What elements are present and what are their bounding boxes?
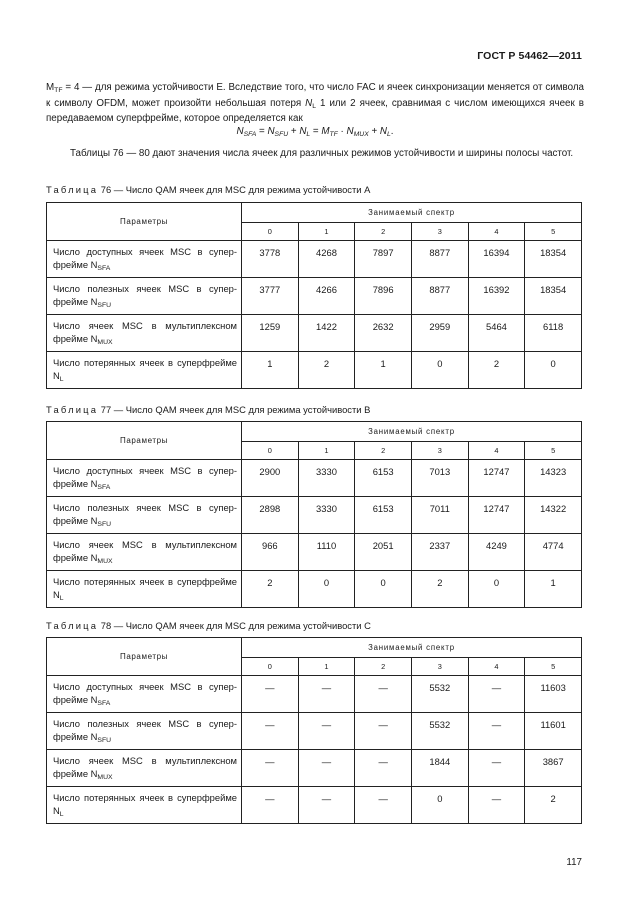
- row-label-sub: L: [59, 595, 64, 602]
- p1-rest: = 4 — для режима устойчивости E. Вследствие того, что число FAC и ячеек синхронизации меняется от символа к символу OFDM, может произойти небольшая потеря: [46, 82, 584, 109]
- table-cell: —: [242, 750, 299, 787]
- table-cell: 4249: [468, 534, 525, 571]
- table-cell: 7013: [411, 460, 468, 497]
- document-number: ГОСТ Р 54462—2011: [477, 50, 582, 62]
- spectrum-column-header: 3: [411, 223, 468, 241]
- table-cell: —: [242, 713, 299, 750]
- table-cell: —: [468, 676, 525, 713]
- spectrum-column-header: 1: [298, 658, 355, 676]
- row-label: [47, 676, 242, 713]
- table-row: [47, 571, 582, 608]
- table-row: [47, 315, 582, 352]
- caption-word: Таблица: [46, 620, 99, 631]
- row-label-sub: SFA: [97, 700, 111, 707]
- formula-sub: L: [306, 131, 311, 138]
- table-cell: —: [242, 787, 299, 824]
- formula-op: ·: [337, 126, 347, 137]
- table-cell: —: [468, 713, 525, 750]
- spectrum-column-header: 4: [468, 658, 525, 676]
- formula-sub: SFA: [243, 131, 257, 138]
- formula-term: M: [321, 126, 330, 137]
- table-cell: 16392: [468, 278, 525, 315]
- table-cell: —: [355, 750, 412, 787]
- row-label: [47, 534, 242, 571]
- row-label: [47, 278, 242, 315]
- table-row: [47, 497, 582, 534]
- table-cell: 0: [411, 787, 468, 824]
- table-cell: 14323: [525, 460, 582, 497]
- formula-sub: L: [386, 131, 391, 138]
- table-cell: 5532: [411, 676, 468, 713]
- row-label: [47, 713, 242, 750]
- row-label-sub: SFA: [97, 484, 111, 491]
- row-label-sub: MUX: [97, 339, 113, 346]
- spectrum-header: Занимаемый спектр: [242, 638, 582, 658]
- table-cell: 1: [355, 352, 412, 389]
- formula-op: +: [288, 126, 300, 137]
- table-cell: 4266: [298, 278, 355, 315]
- table-cell: —: [468, 787, 525, 824]
- table-cell: 14322: [525, 497, 582, 534]
- table-row: [47, 713, 582, 750]
- formula-op: .: [390, 126, 394, 137]
- spectrum-column-header: 5: [525, 223, 582, 241]
- spectrum-column-header: 2: [355, 442, 412, 460]
- table-cell: 1844: [411, 750, 468, 787]
- formula-sub: MUX: [353, 131, 369, 138]
- formula: [0, 126, 630, 137]
- row-label-text: Число потерянных ячеек в суперфрейме N: [53, 792, 237, 816]
- table-cell: 3330: [298, 497, 355, 534]
- table-cell: 16394: [468, 241, 525, 278]
- row-label-sub: L: [59, 376, 64, 383]
- formula-op: +: [368, 126, 380, 137]
- row-label-text: Число потерянных ячеек в суперфрейме N: [53, 576, 237, 600]
- table-cell: —: [242, 676, 299, 713]
- table-cell: 8877: [411, 278, 468, 315]
- row-label-text: Число доступных ячеек MSC в суперфрейме N: [53, 681, 237, 705]
- table-cell: 0: [411, 352, 468, 389]
- formula-term: N: [379, 126, 387, 137]
- table-cell: 1: [525, 571, 582, 608]
- table-cell: 1110: [298, 534, 355, 571]
- p1-sub: TF: [54, 87, 63, 94]
- formula-term: N: [236, 126, 244, 137]
- table-cell: 5464: [468, 315, 525, 352]
- table-cell: 1422: [298, 315, 355, 352]
- page-number: 117: [566, 857, 582, 868]
- table-cell: 6153: [355, 497, 412, 534]
- row-label-text: Число потерянных ячеек в суперфрейме N: [53, 357, 237, 381]
- table-cell: 6153: [355, 460, 412, 497]
- table-cell: 0: [525, 352, 582, 389]
- table-cell: 966: [242, 534, 299, 571]
- table-cell: 12747: [468, 497, 525, 534]
- row-label-text: Число полезных ячеек MSC в суперфрейме N: [53, 502, 237, 526]
- table-77: [46, 421, 582, 608]
- row-label: [47, 352, 242, 389]
- table-cell: 4774: [525, 534, 582, 571]
- spectrum-column-header: 4: [468, 223, 525, 241]
- row-label-text: Число ячеек MSC в мультиплексном фрейме N: [53, 320, 237, 344]
- table-cell: 6118: [525, 315, 582, 352]
- table-row: [47, 241, 582, 278]
- table-cell: —: [298, 787, 355, 824]
- spectrum-column-header: 5: [525, 442, 582, 460]
- spectrum-column-header: 1: [298, 442, 355, 460]
- spectrum-header: Занимаемый спектр: [242, 203, 582, 223]
- row-label: [47, 315, 242, 352]
- spectrum-column-header: 4: [468, 442, 525, 460]
- spectrum-column-header: 5: [525, 658, 582, 676]
- table-cell: 7011: [411, 497, 468, 534]
- table-cell: —: [468, 750, 525, 787]
- table-cell: —: [355, 676, 412, 713]
- table-cell: 1: [242, 352, 299, 389]
- table-cell: —: [355, 787, 412, 824]
- paragraph-cell-loss: [46, 80, 584, 127]
- formula-term: N: [346, 126, 354, 137]
- row-label-text: Число полезных ячеек MSC в суперфрейме N: [53, 283, 237, 307]
- table-row: [47, 460, 582, 497]
- caption-text: 76 — Число QAM ячеек для MSC для режима устойчивости А: [98, 184, 371, 195]
- table-cell: 18354: [525, 278, 582, 315]
- table-cell: 7896: [355, 278, 412, 315]
- row-label-sub: SFU: [97, 302, 112, 309]
- row-label: [47, 750, 242, 787]
- row-label-sub: SFU: [97, 521, 112, 528]
- table-cell: 2959: [411, 315, 468, 352]
- table-cell: 2900: [242, 460, 299, 497]
- row-label-sub: SFU: [97, 737, 112, 744]
- table-cell: 3330: [298, 460, 355, 497]
- p1-nl: N: [305, 97, 313, 109]
- row-label-sub: SFA: [97, 265, 111, 272]
- table-cell: 2: [411, 571, 468, 608]
- table-row: [47, 352, 582, 389]
- table-76: [46, 202, 582, 389]
- table-cell: 2: [242, 571, 299, 608]
- formula-sub: TF: [329, 131, 338, 138]
- table-78: [46, 637, 582, 824]
- table-cell: 12747: [468, 460, 525, 497]
- table-cell: 5532: [411, 713, 468, 750]
- spectrum-column-header: 1: [298, 223, 355, 241]
- table-cell: 3777: [242, 278, 299, 315]
- spectrum-column-header: 0: [242, 223, 299, 241]
- row-label: [47, 787, 242, 824]
- table-cell: 11601: [525, 713, 582, 750]
- row-label-sub: MUX: [97, 774, 113, 781]
- table-cell: —: [355, 713, 412, 750]
- table-cell: —: [298, 713, 355, 750]
- row-label-text: Число ячеек MSC в мультиплексном фрейме N: [53, 539, 237, 563]
- row-label-sub: MUX: [97, 558, 113, 565]
- p1-end: 1 или 2 ячеек, сравнимая с числом имеющихся ячеек в передаваемом суперфрейме, которое определяется как: [46, 97, 584, 125]
- table-row: [47, 750, 582, 787]
- param-header: Параметры: [47, 203, 242, 241]
- spectrum-column-header: 2: [355, 658, 412, 676]
- p1-nl-sub: L: [312, 102, 316, 110]
- caption-word: Таблица: [46, 184, 99, 195]
- table-cell: 7897: [355, 241, 412, 278]
- table-cell: 18354: [525, 241, 582, 278]
- formula-term: N: [267, 126, 275, 137]
- row-label-text: Число доступных ячеек MSC в суперфрейме N: [53, 246, 237, 270]
- table-cell: 2051: [355, 534, 412, 571]
- table-cell: 11603: [525, 676, 582, 713]
- spectrum-column-header: 0: [242, 442, 299, 460]
- spectrum-column-header: 3: [411, 658, 468, 676]
- row-label: [47, 241, 242, 278]
- spectrum-column-header: 2: [355, 223, 412, 241]
- table-row: [47, 278, 582, 315]
- table-cell: 3867: [525, 750, 582, 787]
- param-header: Параметры: [47, 422, 242, 460]
- formula-op: =: [256, 126, 268, 137]
- table-cell: 0: [298, 571, 355, 608]
- spectrum-column-header: 3: [411, 442, 468, 460]
- table-row: [47, 787, 582, 824]
- table-cell: 2: [298, 352, 355, 389]
- table-caption: [46, 620, 371, 631]
- paragraph-tables-intro: Таблицы 76 — 80 дают значения числа ячеек для различных режимов устойчивости и ширины полосы частот.: [70, 148, 574, 159]
- table-row: [47, 676, 582, 713]
- row-label: [47, 497, 242, 534]
- table-cell: 2: [525, 787, 582, 824]
- param-header: Параметры: [47, 638, 242, 676]
- row-label-sub: L: [59, 811, 64, 818]
- table-cell: 1259: [242, 315, 299, 352]
- caption-text: 78 — Число QAM ячеек для MSC для режима устойчивости С: [98, 620, 371, 631]
- table-cell: 0: [468, 571, 525, 608]
- table-cell: 2: [468, 352, 525, 389]
- table-cell: 2632: [355, 315, 412, 352]
- table-cell: —: [298, 676, 355, 713]
- formula-sub: SFU: [274, 131, 289, 138]
- row-label-text: Число полезных ячеек MSC в суперфрейме N: [53, 718, 237, 742]
- row-label-text: Число доступных ячеек MSC в суперфрейме N: [53, 465, 237, 489]
- row-label: [47, 571, 242, 608]
- table-cell: 8877: [411, 241, 468, 278]
- table-caption: [46, 184, 370, 195]
- table-cell: 3778: [242, 241, 299, 278]
- row-label: [47, 460, 242, 497]
- table-caption: [46, 404, 370, 415]
- caption-text: 77 — Число QAM ячеек для MSC для режима устойчивости В: [98, 404, 371, 415]
- table-cell: 0: [355, 571, 412, 608]
- caption-word: Таблица: [46, 404, 99, 415]
- spectrum-header: Занимаемый спектр: [242, 422, 582, 442]
- spectrum-column-header: 0: [242, 658, 299, 676]
- table-cell: 2898: [242, 497, 299, 534]
- table-cell: 4268: [298, 241, 355, 278]
- p1-start: M: [46, 82, 55, 93]
- row-label-text: Число ячеек MSC в мультиплексном фрейме N: [53, 755, 237, 779]
- table-cell: 2337: [411, 534, 468, 571]
- table-row: [47, 534, 582, 571]
- formula-term: N: [299, 126, 307, 137]
- formula-op: =: [310, 126, 322, 137]
- table-cell: —: [298, 750, 355, 787]
